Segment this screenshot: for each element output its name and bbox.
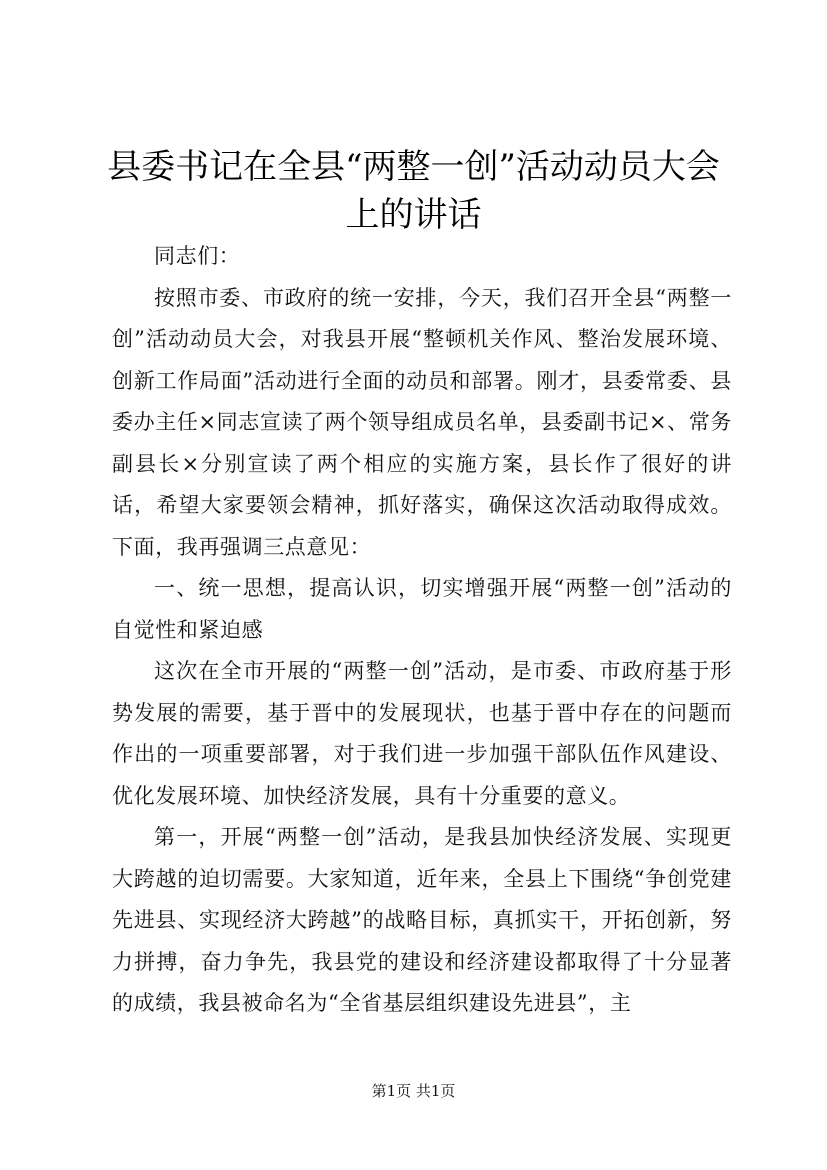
page-footer: 第1页 共1页 bbox=[371, 1082, 456, 1100]
document-body bbox=[112, 236, 732, 1025]
opening-paragraph: 按照市委、市政府的统一安排，今天，我们召开全县“两整一创”活动动员大会，对我县开展“整顿机关作风、整治发展环境、创新工作局面”活动进行全面的动员和部署。刚才，县委常委、县委办主任×同志宣读了两个领导组成员名单，县委副书记×、常务副县长×分别宣读了两个相应的实施方案，县长作了很好的讲话，希望大家要领会精神，抓好落实，确保这次活动取得成效。下面，我再强调三点意见： bbox=[112, 285, 732, 559]
section-heading-1: 一、统一思想，提高认识，切实增强开展“两整一创”活动的自觉性和紧迫感 bbox=[112, 576, 732, 642]
body-paragraph: 这次在全市开展的“两整一创”活动，是市委、市政府基于形势发展的需要，基于晋中的发展现状，也基于晋中存在的问题而作出的一项重要部署，对于我们进一步加强干部队伍作风建设、优化发展环境、加快经济发展，具有十分重要的意义。 bbox=[112, 659, 732, 808]
document-title: 县委书记在全县“两整一创”活动动员大会上的讲话 bbox=[107, 147, 720, 235]
body-paragraph: 第一，开展“两整一创”活动，是我县加快经济发展、实现更大跨越的迫切需要。大家知道，近年来，全县上下围绕“争创党建先进县、实现经济大跨越”的战略目标，真抓实干，开拓创新，努力拼搏，奋力争先，我县党的建设和经济建设都取得了十分显著的成绩，我县被命名为“全省基层组织建设先进县”，主 bbox=[112, 825, 732, 1015]
salutation-paragraph: 同志们： bbox=[154, 244, 241, 268]
